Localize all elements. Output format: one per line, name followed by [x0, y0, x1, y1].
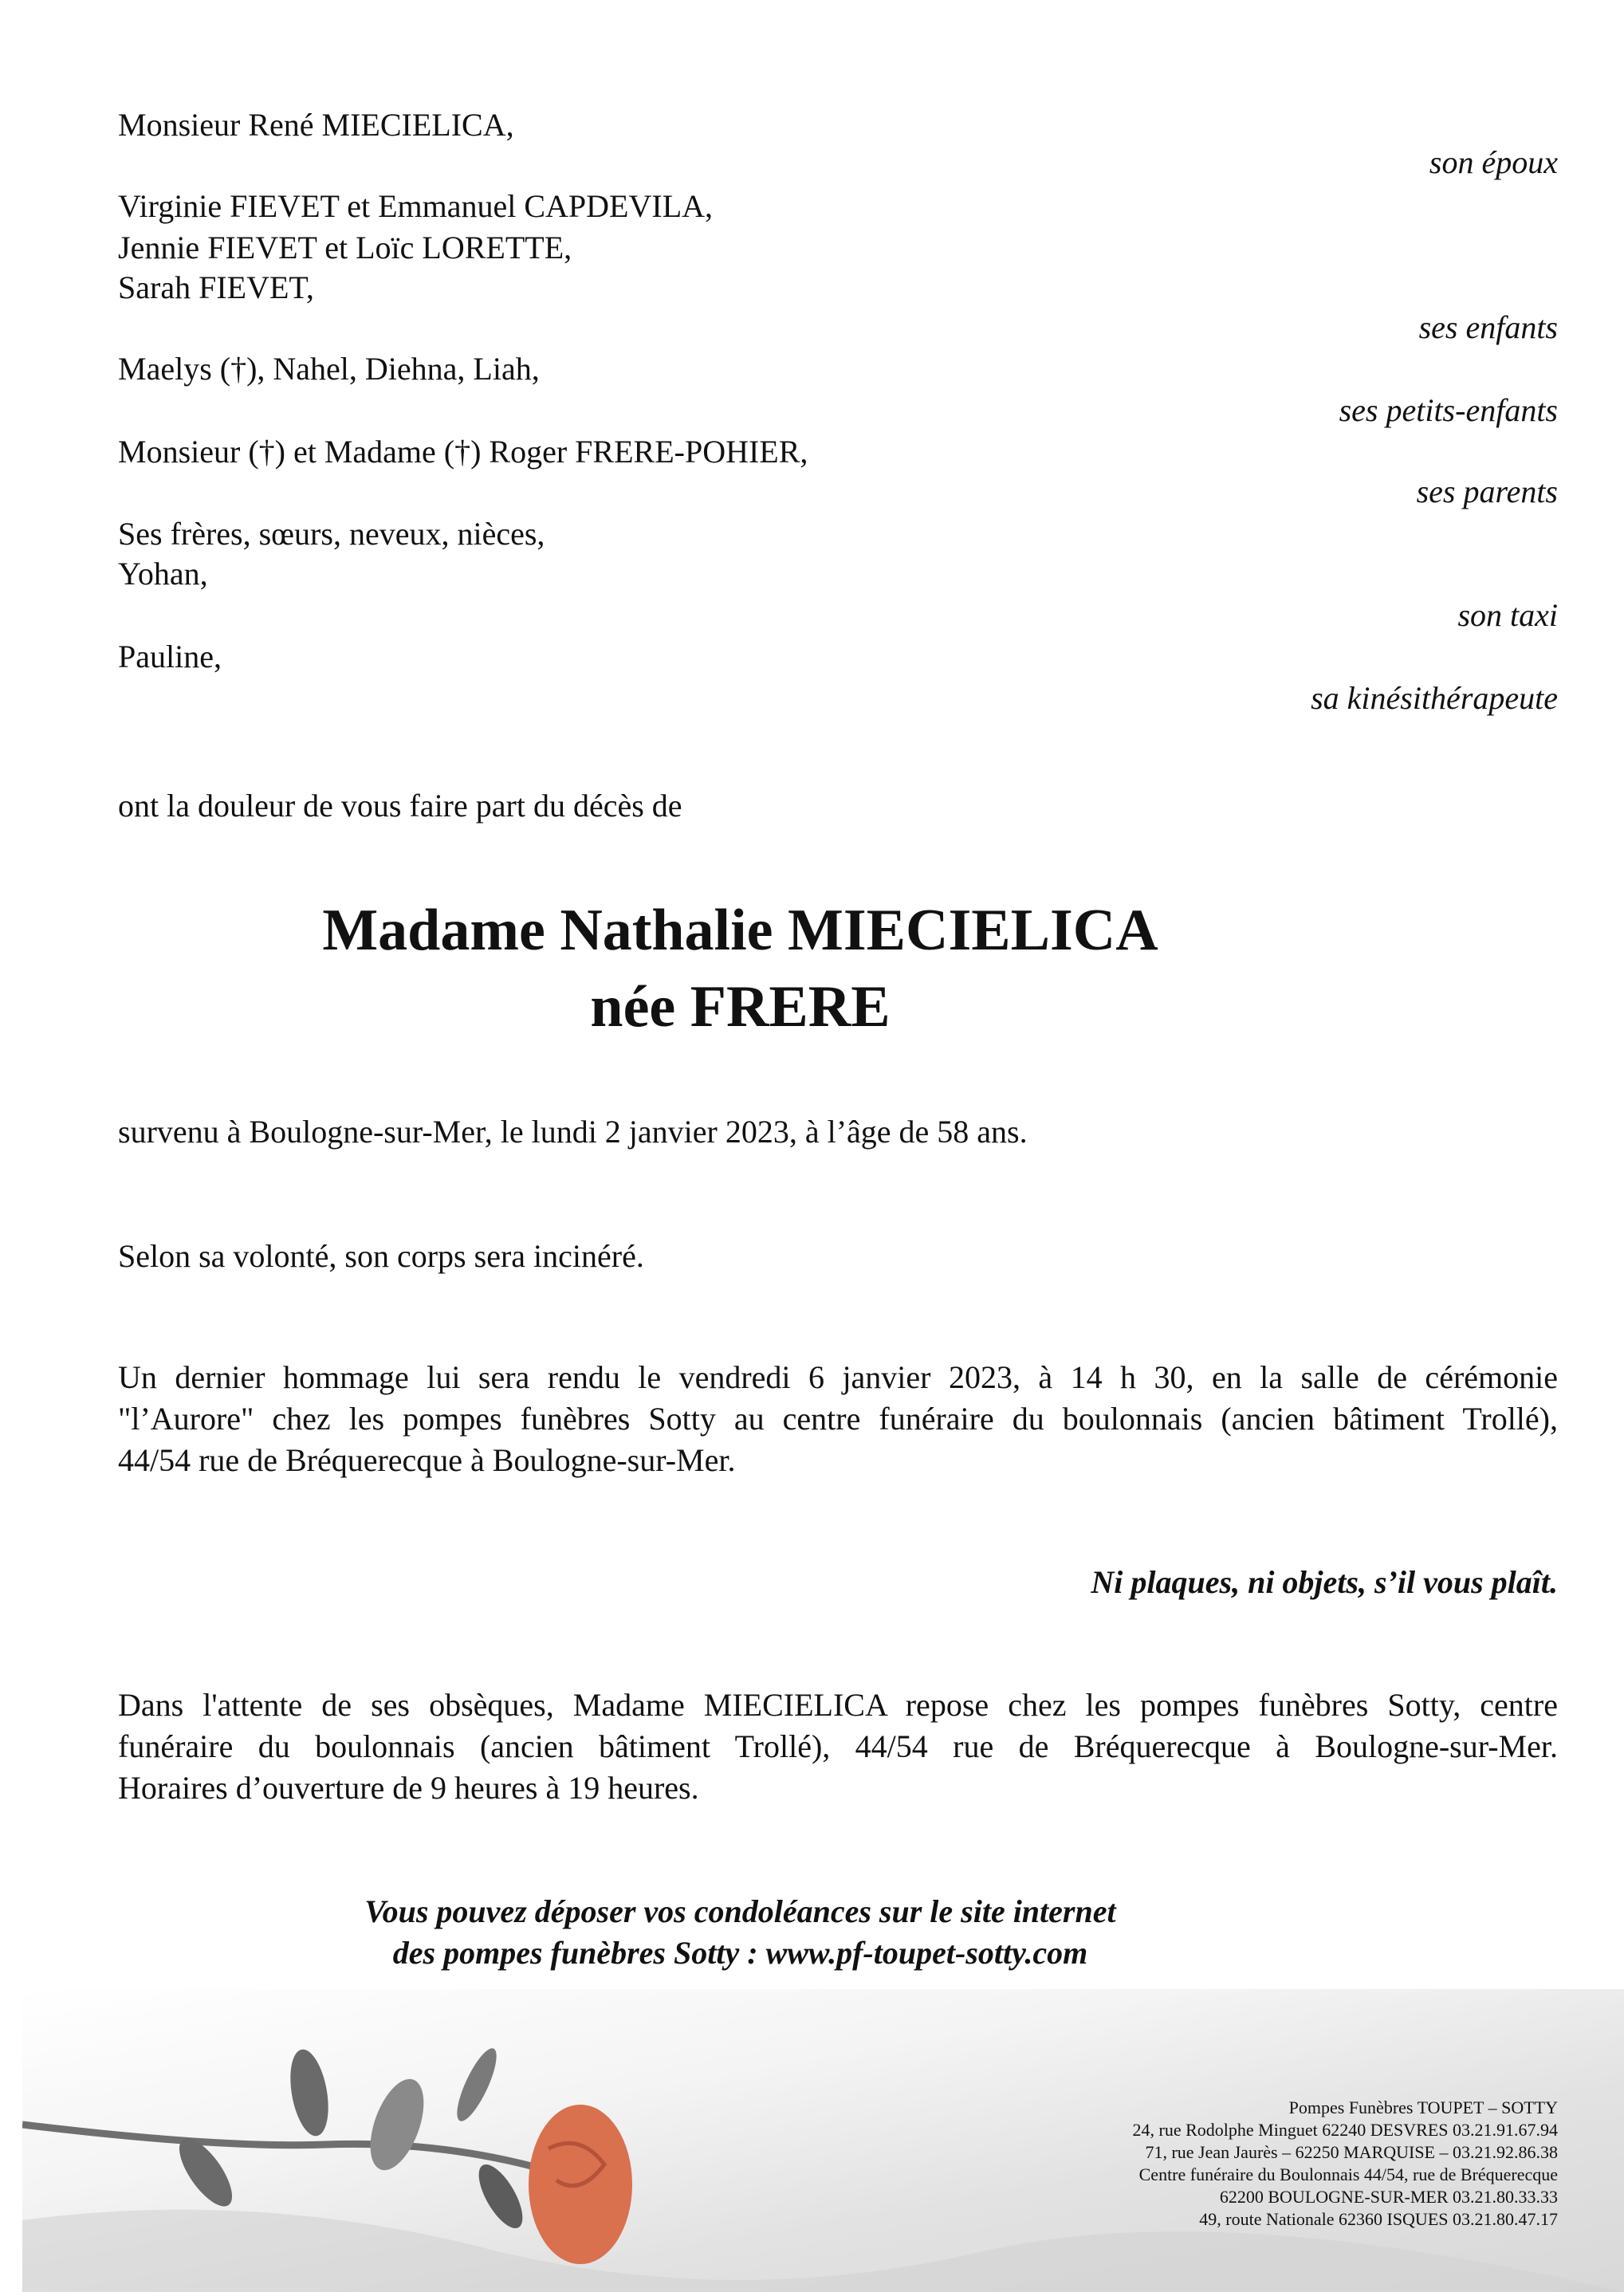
rest-paragraph — [118, 1685, 1558, 1809]
footer-line: 71, rue Jean Jaurès – 62250 MARQUISE – 03.21.92.86.38 — [1145, 2142, 1558, 2162]
family-member: Monsieur René MIECIELICA, — [118, 107, 514, 143]
family-member: Pauline, — [118, 639, 222, 674]
family-relation: ses enfants — [1418, 309, 1558, 345]
footer-line: Pompes Funèbres TOUPET – SOTTY — [1288, 2097, 1558, 2117]
death-info: survenu à Boulogne-sur-Mer, le lundi 2 janvier 2023, à l’âge de 58 ans. — [118, 1114, 1028, 1150]
footer-line: 24, rue Rodolphe Minguet 62240 DESVRES 03.21.91.67.94 — [1132, 2120, 1558, 2140]
condolences-line: des pompes funèbres Sotty : www.pf-toupet-sotty.com — [392, 1935, 1088, 1971]
rest-line: Horaires d’ouverture de 9 heures à 19 heures. — [118, 1770, 699, 1806]
ceremony-line: "l’Aurore" chez les pompes funèbres Sotty au centre funéraire du boulonnais (ancien bâtiment Trollé), — [118, 1401, 1558, 1437]
condolences-line: Vous pouvez déposer vos condoléances sur le site internet — [364, 1893, 1116, 1929]
deceased-birth-name: née FRERE — [590, 974, 891, 1040]
family-member: Virginie FIEVET et Emmanuel CAPDEVILA, — [118, 188, 714, 224]
family-member: Sarah FIEVET, — [118, 269, 314, 305]
funeral-home-contact — [1133, 2097, 1559, 2231]
family-relation: sa kinésithérapeute — [1311, 680, 1558, 716]
announcement: ont la douleur de vous faire part du décès de — [118, 788, 682, 824]
footer-line: 62200 BOULOGNE-SUR-MER 03.21.80.33.33 — [1219, 2187, 1558, 2207]
family-member: Jennie FIEVET et Loïc LORETTE, — [118, 230, 572, 265]
deceased-name: Madame Nathalie MIECIELICA — [322, 898, 1158, 963]
ceremony-line: Un dernier hommage lui sera rendu le vendredi 6 janvier 2023, à 14 h 30, en la salle de cérémonie — [118, 1359, 1558, 1395]
family-member: Monsieur (†) et Madame (†) Roger FRERE-POHIER, — [118, 434, 808, 470]
family-relation: ses petits-enfants — [1339, 392, 1558, 428]
rest-line: Dans l'attente de ses obsèques, Madame MIECIELICA repose chez les pompes funèbres Sotty, centre — [118, 1687, 1558, 1723]
no-flowers-note: Ni plaques, ni objets, s’il vous plaît. — [1091, 1564, 1558, 1600]
footer-line: Centre funéraire du Boulonnais 44/54, rue de Bréquerecque — [1138, 2164, 1558, 2184]
rest-line: funéraire du boulonnais (ancien bâtiment Trollé), 44/54 rue de Bréquerecque à Boulogne-sur-Mer. — [118, 1728, 1558, 1764]
family-member: Ses frères, sœurs, neveux, nièces, — [118, 516, 545, 552]
family-member: Yohan, — [118, 556, 208, 592]
footer-line: 49, route Nationale 62360 ISQUES 03.21.80.47.17 — [1199, 2209, 1558, 2229]
family-member: Maelys (†), Nahel, Diehna, Liah, — [118, 351, 540, 387]
ceremony-line: 44/54 rue de Bréquerecque à Boulogne-sur-Mer. — [118, 1442, 736, 1478]
cremation-info: Selon sa volonté, son corps sera incinéré. — [118, 1238, 644, 1274]
ceremony-paragraph — [118, 1357, 1558, 1481]
family-relation: son taxi — [1457, 597, 1558, 633]
family-relation: ses parents — [1416, 474, 1558, 509]
family-relation: son époux — [1429, 144, 1558, 180]
